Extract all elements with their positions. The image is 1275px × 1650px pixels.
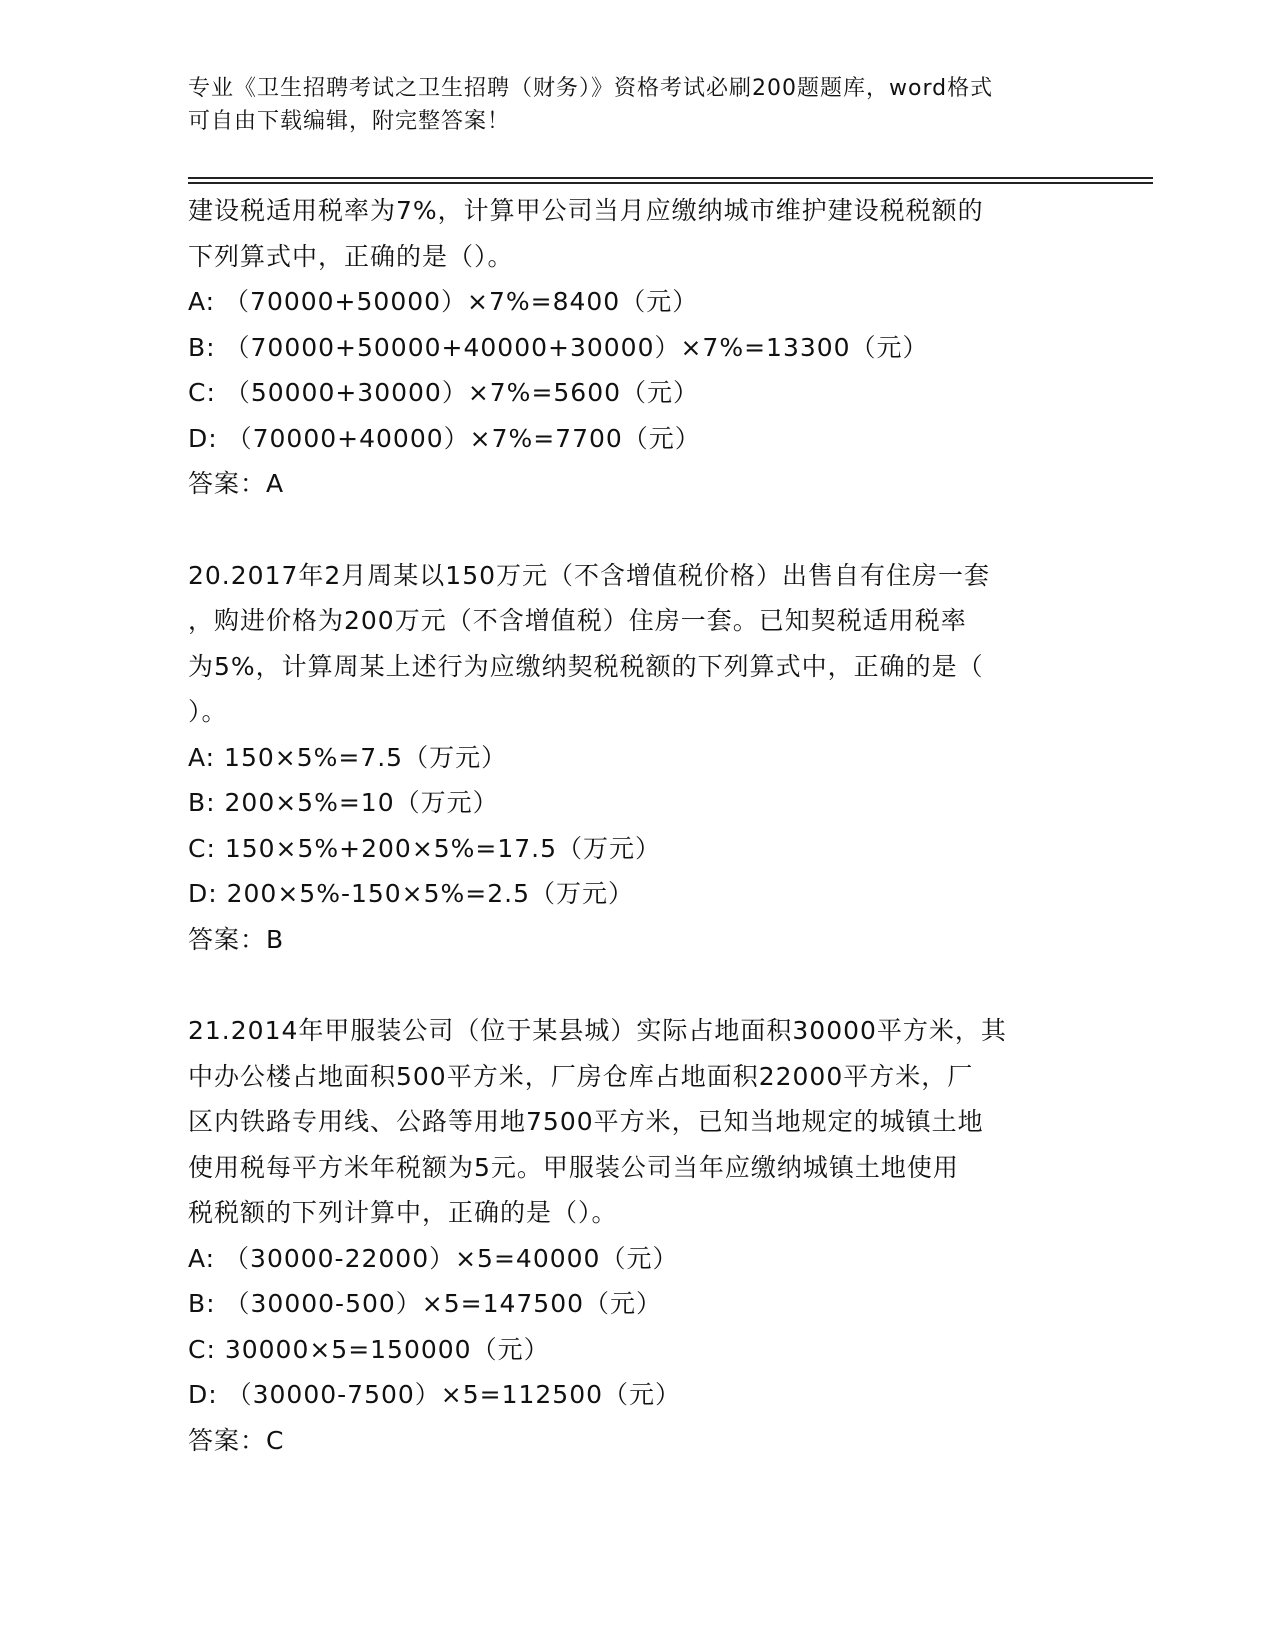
answer-line: 答案：A [188, 469, 285, 498]
option-d: D: 200×5%-150×5%=2.5（万元） [188, 879, 634, 908]
question-text-line: 21.2014年甲服装公司（位于某县城）实际占地面积30000平方米，其 [188, 1016, 1007, 1045]
question-text-line: 为5%，计算周某上述行为应缴纳契税税额的下列算式中，正确的是（ [188, 651, 984, 681]
question-text-line: 使用税每平方米年税额为5元。甲服装公司当年应缴纳城镇土地使用 [188, 1152, 959, 1182]
question-list [188, 188, 1118, 1463]
header-line-1: 专业《卫生招聘考试之卫生招聘（财务）》资格考试必刷200题题库，word格式 [188, 76, 994, 101]
question-text-line: ）。 [188, 697, 228, 726]
option-a: A: （30000-22000）×5=40000（元） [188, 1243, 679, 1273]
option-d: D: （30000-7500）×5=112500（元） [188, 1380, 682, 1409]
answer-line: 答案：C [188, 1425, 285, 1455]
option-c: C: 150×5%+200×5%=17.5（万元） [188, 833, 662, 863]
option-c: C: （50000+30000）×7%=5600（元） [188, 378, 700, 407]
question-text-line: ，购进价格为200万元（不含增值税）住房一套。已知契税适用税率 [188, 606, 967, 635]
question-text-line: 建设税适用税率为7%，计算甲公司当月应缴纳城市维护建设税税额的 [188, 196, 984, 225]
answer-line: 答案：B [188, 924, 285, 954]
question-19 [188, 188, 1118, 507]
spacer [188, 962, 1118, 1008]
option-c: C: 30000×5=150000（元） [188, 1334, 550, 1364]
question-text-line: 区内铁路专用线、公路等用地7500平方米，已知当地规定的城镇土地 [188, 1107, 984, 1136]
header-divider-top [188, 177, 1153, 179]
header-divider-bottom [188, 182, 1153, 184]
option-d: D: （70000+40000）×7%=7700（元） [188, 423, 701, 453]
question-text-line: 中办公楼占地面积500平方米，厂房仓库占地面积22000平方米，厂 [188, 1061, 974, 1091]
document-header [188, 72, 1088, 138]
option-a: A: 150×5%=7.5（万元） [188, 742, 508, 772]
header-line-2: 可自由下载编辑，附完整答案！ [188, 109, 511, 134]
question-text-line: 下列算式中，正确的是（）。 [188, 241, 514, 271]
question-21 [188, 1008, 1118, 1463]
question-20 [188, 553, 1118, 963]
question-text-line: 20.2017年2月周某以150万元（不含增值税价格）出售自有住房一套 [188, 560, 991, 590]
option-b: B: 200×5%=10（万元） [188, 788, 499, 817]
option-a: A: （70000+50000）×7%=8400（元） [188, 287, 699, 316]
option-b: B: （70000+50000+40000+30000）×7%=13300（元） [188, 332, 929, 362]
spacer [188, 507, 1118, 553]
question-text-line: 税税额的下列计算中，正确的是（）。 [188, 1198, 618, 1227]
option-b: B: （30000-500）×5=147500（元） [188, 1289, 663, 1318]
